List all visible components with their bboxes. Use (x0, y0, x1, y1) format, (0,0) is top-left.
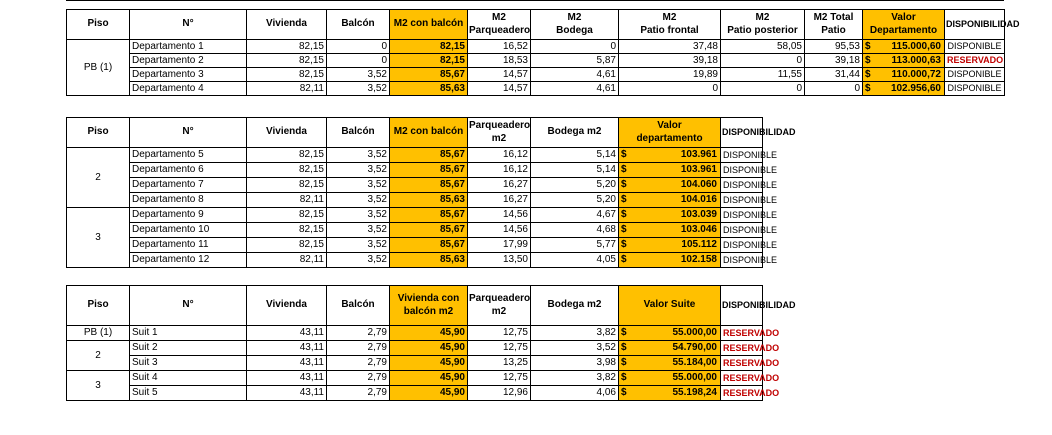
header-patio-posterior-l1: M2 (755, 12, 770, 23)
patio-frontal-cell: 0 (619, 82, 721, 96)
header-number: N° (130, 118, 247, 148)
patio-frontal-cell: 37,48 (619, 40, 721, 54)
balcon-cell: 2,79 (327, 386, 390, 401)
bodega-cell: 5,14 (531, 163, 619, 178)
parqueadero-cell: 16,27 (468, 178, 531, 193)
unit-name-cell: Departamento 5 (130, 148, 247, 163)
piso-cell: 2 (67, 341, 130, 371)
disponibilidad-cell (721, 371, 780, 386)
m2-balcon-cell: 85,67 (390, 238, 468, 253)
parqueadero-cell: 18,53 (468, 54, 531, 68)
header-parqueadero-l1: M2 (492, 12, 506, 23)
m2-balcon-cell: 85,63 (390, 82, 468, 96)
header-patio-posterior-l2: Patio posterior (727, 24, 798, 36)
vivienda-cell: 82,15 (247, 238, 327, 253)
m2-balcon-cell: 85,67 (390, 208, 468, 223)
bodega-cell: 0 (531, 40, 619, 54)
currency-symbol: $ (621, 164, 627, 175)
table1-header-row (67, 10, 1005, 40)
bodega-cell: 3,82 (531, 371, 619, 386)
table-row (67, 82, 1005, 96)
header-valor (863, 10, 945, 40)
valor-amount: 105.112 (681, 239, 717, 250)
status-badge: RESERVADO (947, 55, 1004, 65)
header-balcon: Balcón (327, 118, 390, 148)
header-patio-posterior (721, 10, 805, 40)
currency-symbol: $ (621, 387, 627, 398)
header-m2-balcon: M2 con balcón (390, 10, 468, 40)
header-vivienda-balcon-l1: Vivienda con (397, 293, 460, 304)
currency-symbol: $ (621, 327, 627, 338)
header-vivienda: Vivienda (247, 286, 327, 326)
m2-balcon-cell: 85,67 (390, 178, 468, 193)
m2-balcon-cell: 82,15 (390, 40, 468, 54)
valor-amount: 54.790,00 (672, 342, 717, 353)
unit-name-cell: Departamento 4 (130, 82, 247, 96)
header-parqueadero (468, 118, 531, 148)
parqueadero-cell: 16,12 (468, 163, 531, 178)
suites-table (66, 285, 796, 401)
valor-amount: 55.198,24 (672, 387, 717, 398)
parqueadero-cell: 12,96 (468, 386, 531, 401)
valor-amount: 55.184,00 (672, 357, 717, 368)
valor-cell (619, 326, 721, 341)
valor-cell (619, 193, 721, 208)
valor-cell (619, 208, 721, 223)
unit-name-cell: Suit 1 (130, 326, 247, 341)
table-row (67, 386, 763, 401)
vivienda-cell: 82,11 (247, 253, 327, 268)
unit-name-cell: Departamento 12 (130, 253, 247, 268)
balcon-cell: 2,79 (327, 341, 390, 356)
unit-name-cell: Suit 5 (130, 386, 247, 401)
disponibilidad-cell (721, 386, 780, 401)
m2-balcon-cell: 45,90 (390, 386, 468, 401)
total-patio-cell: 39,18 (805, 54, 863, 68)
valor-amount: 103.046 (680, 224, 717, 235)
currency-symbol: $ (621, 224, 627, 235)
m2-balcon-cell: 45,90 (390, 356, 468, 371)
patio-posterior-cell: 0 (721, 54, 805, 68)
parqueadero-cell: 12,75 (468, 371, 531, 386)
piso-cell: 3 (67, 208, 130, 268)
disponibilidad-cell (721, 193, 778, 208)
header-valor-l2: Departamento (869, 24, 938, 36)
vivienda-cell: 82,15 (247, 223, 327, 238)
patio-frontal-cell: 19,89 (619, 68, 721, 82)
vivienda-cell: 43,11 (247, 356, 327, 371)
header-valor-l1: Valor (891, 12, 916, 23)
status-badge: RESERVADO (723, 327, 780, 338)
m2-balcon-cell: 82,15 (390, 54, 468, 68)
vivienda-cell: 82,11 (247, 82, 327, 96)
parqueadero-cell: 14,57 (468, 68, 531, 82)
table-row (67, 253, 763, 268)
status-badge: DISPONIBLE (723, 164, 778, 175)
m2-balcon-cell: 45,90 (390, 326, 468, 341)
valor-cell (619, 238, 721, 253)
valor-amount: 113.000,63 (891, 54, 941, 66)
parqueadero-cell: 13,25 (468, 356, 531, 371)
header-bodega: Bodega m2 (531, 286, 619, 326)
table-row (67, 178, 763, 193)
m2-balcon-cell: 85,63 (390, 193, 468, 208)
m2-balcon-cell: 85,67 (390, 148, 468, 163)
patio-frontal-cell: 39,18 (619, 54, 721, 68)
header-number: N° (130, 10, 247, 40)
balcon-cell: 3,52 (327, 253, 390, 268)
header-patio-frontal (619, 10, 721, 40)
m2-balcon-cell: 85,67 (390, 68, 468, 82)
table-row (67, 356, 763, 371)
header-parqueadero-l2: m2 (491, 305, 507, 317)
header-bodega-l1: M2 (567, 12, 582, 23)
bodega-cell: 5,20 (531, 193, 619, 208)
header-piso: Piso (67, 10, 130, 40)
parqueadero-cell: 16,52 (468, 40, 531, 54)
vivienda-cell: 82,15 (247, 208, 327, 223)
parqueadero-cell: 14,57 (468, 82, 531, 96)
disponibilidad-cell (721, 148, 778, 163)
status-badge: DISPONIBLE (947, 41, 1002, 51)
status-badge: DISPONIBLE (723, 194, 778, 205)
patio-posterior-cell: 0 (721, 82, 805, 96)
status-badge: DISPONIBLE (723, 254, 778, 265)
table-row (67, 148, 763, 163)
header-valor-l2: departamento (636, 132, 703, 144)
vivienda-cell: 43,11 (247, 371, 327, 386)
disponibilidad-cell (721, 238, 778, 253)
header-disponibilidad: DISPONIBILIDAD (721, 118, 763, 148)
status-badge: DISPONIBLE (947, 69, 1002, 79)
balcon-cell: 3,52 (327, 178, 390, 193)
disponibilidad-cell (945, 68, 1005, 82)
bodega-cell: 4,68 (531, 223, 619, 238)
unit-name-cell: Departamento 11 (130, 238, 247, 253)
currency-symbol: $ (865, 82, 871, 94)
bodega-cell: 4,05 (531, 253, 619, 268)
balcon-cell: 3,52 (327, 68, 390, 82)
valor-cell (619, 386, 721, 401)
vivienda-cell: 82,15 (247, 148, 327, 163)
bodega-cell: 3,52 (531, 341, 619, 356)
unit-name-cell: Departamento 6 (130, 163, 247, 178)
parqueadero-cell: 14,56 (468, 223, 531, 238)
bodega-cell: 4,61 (531, 68, 619, 82)
currency-symbol: $ (621, 149, 627, 160)
currency-symbol: $ (621, 342, 627, 353)
table-row (67, 326, 763, 341)
header-valor (619, 118, 721, 148)
disponibilidad-cell (721, 208, 778, 223)
unit-name-cell: Departamento 8 (130, 193, 247, 208)
valor-cell (863, 68, 945, 82)
parqueadero-cell: 14,56 (468, 208, 531, 223)
parqueadero-cell: 16,27 (468, 193, 531, 208)
parqueadero-cell: 16,12 (468, 148, 531, 163)
header-bodega-l2: Bodega (556, 24, 593, 36)
unit-name-cell: Departamento 1 (130, 40, 247, 54)
balcon-cell: 0 (327, 40, 390, 54)
m2-balcon-cell: 85,67 (390, 223, 468, 238)
total-patio-cell: 31,44 (805, 68, 863, 82)
balcon-cell: 3,52 (327, 163, 390, 178)
valor-cell (863, 40, 945, 54)
status-badge: RESERVADO (723, 387, 780, 398)
disponibilidad-cell (945, 82, 1005, 96)
disponibilidad-cell (945, 54, 1005, 68)
vivienda-cell: 82,11 (247, 193, 327, 208)
valor-amount: 103.961 (680, 164, 717, 175)
bodega-cell: 4,67 (531, 208, 619, 223)
valor-cell (619, 356, 721, 371)
header-parqueadero-l1: Parqueadero (469, 293, 531, 304)
header-vivienda: Vivienda (247, 10, 327, 40)
parqueadero-cell: 12,75 (468, 341, 531, 356)
status-badge: DISPONIBLE (723, 209, 778, 220)
valor-cell (619, 178, 721, 193)
patio-posterior-cell: 11,55 (721, 68, 805, 82)
header-parqueadero-l2: Parqueadero (469, 24, 531, 36)
status-badge: DISPONIBLE (723, 149, 778, 160)
bodega-cell: 5,77 (531, 238, 619, 253)
balcon-cell: 2,79 (327, 326, 390, 341)
currency-symbol: $ (865, 40, 871, 52)
header-vivienda-balcon-l2: balcón m2 (403, 305, 454, 317)
currency-symbol: $ (621, 372, 627, 383)
parqueadero-cell: 17,99 (468, 238, 531, 253)
header-balcon: Balcón (327, 286, 390, 326)
piso-cell: PB (1) (67, 326, 130, 341)
balcon-cell: 3,52 (327, 148, 390, 163)
piso-cell: 2 (67, 148, 130, 208)
header-patio-frontal-l2: Patio frontal (640, 24, 699, 36)
status-badge: RESERVADO (723, 372, 780, 383)
header-piso: Piso (67, 118, 130, 148)
bodega-cell: 5,14 (531, 148, 619, 163)
status-badge: DISPONIBLE (723, 179, 778, 190)
disponibilidad-cell (721, 223, 778, 238)
valor-amount: 115.000,60 (891, 40, 941, 52)
patio-posterior-cell: 58,05 (721, 40, 805, 54)
valor-cell (619, 223, 721, 238)
valor-amount: 55.000,00 (672, 372, 717, 383)
unit-name-cell: Suit 3 (130, 356, 247, 371)
disponibilidad-cell (721, 253, 778, 268)
currency-symbol: $ (621, 194, 627, 205)
status-badge: RESERVADO (723, 342, 780, 353)
unit-name-cell: Departamento 3 (130, 68, 247, 82)
balcon-cell: 3,52 (327, 238, 390, 253)
status-badge: DISPONIBLE (947, 83, 1002, 93)
valor-amount: 104.016 (680, 194, 717, 205)
table-row (67, 223, 763, 238)
table-row (67, 238, 763, 253)
parqueadero-cell: 12,75 (468, 326, 531, 341)
table-row (67, 40, 1005, 54)
top-border (66, 0, 1004, 1)
bodega-cell: 5,20 (531, 178, 619, 193)
valor-cell (619, 341, 721, 356)
balcon-cell: 3,52 (327, 208, 390, 223)
valor-cell (863, 82, 945, 96)
m2-balcon-cell: 85,67 (390, 163, 468, 178)
valor-cell (619, 253, 721, 268)
valor-cell (619, 371, 721, 386)
header-disponibilidad: DISPONIBILIDAD (721, 286, 763, 326)
header-piso: Piso (67, 286, 130, 326)
valor-amount: 55.000,00 (672, 327, 717, 338)
disponibilidad-cell (721, 326, 780, 341)
table2-header-row (67, 118, 763, 148)
piso-cell: 3 (67, 371, 130, 401)
vivienda-cell: 43,11 (247, 326, 327, 341)
status-badge: RESERVADO (723, 357, 780, 368)
balcon-cell: 0 (327, 54, 390, 68)
table-row (67, 341, 763, 356)
bodega-cell: 3,98 (531, 356, 619, 371)
header-vivienda: Vivienda (247, 118, 327, 148)
balcon-cell: 3,52 (327, 82, 390, 96)
valor-amount: 102.956,60 (890, 82, 941, 94)
table-row (67, 54, 1005, 68)
header-patio-frontal-l1: M2 (662, 12, 677, 23)
disponibilidad-cell (945, 40, 1005, 54)
table-row (67, 193, 763, 208)
valor-cell (619, 163, 721, 178)
piso-cell: PB (1) (67, 40, 130, 96)
currency-symbol: $ (621, 209, 627, 220)
departments-pb-table (66, 9, 1020, 96)
total-patio-cell: 95,53 (805, 40, 863, 54)
unit-name-cell: Departamento 2 (130, 54, 247, 68)
vivienda-cell: 82,15 (247, 178, 327, 193)
currency-symbol: $ (621, 254, 627, 265)
unit-name-cell: Departamento 7 (130, 178, 247, 193)
valor-amount: 103.039 (680, 209, 717, 220)
table-row (67, 208, 763, 223)
disponibilidad-cell (721, 178, 778, 193)
balcon-cell: 3,52 (327, 193, 390, 208)
vivienda-cell: 82,15 (247, 163, 327, 178)
header-total-patio-l2: Patio (821, 24, 846, 36)
disponibilidad-cell (721, 356, 780, 371)
status-badge: DISPONIBLE (723, 239, 778, 250)
balcon-cell: 2,79 (327, 356, 390, 371)
header-m2-balcon: M2 con balcón (390, 118, 468, 148)
bodega-cell: 4,61 (531, 82, 619, 96)
header-parqueadero (468, 10, 531, 40)
header-bodega (531, 10, 619, 40)
header-parqueadero-l1: Parqueadero (469, 120, 531, 131)
valor-cell (619, 148, 721, 163)
header-bodega: Bodega m2 (531, 118, 619, 148)
valor-amount: 110.000,72 (891, 68, 941, 80)
header-parqueadero (468, 286, 531, 326)
currency-symbol: $ (621, 179, 627, 190)
m2-balcon-cell: 45,90 (390, 341, 468, 356)
table-row (67, 371, 763, 386)
header-balcon: Balcón (327, 10, 390, 40)
m2-balcon-cell: 45,90 (390, 371, 468, 386)
total-patio-cell: 0 (805, 82, 863, 96)
unit-name-cell: Suit 2 (130, 341, 247, 356)
header-total-patio (805, 10, 863, 40)
header-valor-suite: Valor Suite (619, 286, 721, 326)
unit-name-cell: Departamento 10 (130, 223, 247, 238)
disponibilidad-cell (721, 163, 778, 178)
valor-amount: 103.961 (680, 149, 717, 160)
currency-symbol: $ (865, 54, 871, 66)
header-parqueadero-l2: m2 (491, 132, 507, 144)
balcon-cell: 3,52 (327, 223, 390, 238)
table-row (67, 163, 763, 178)
currency-symbol: $ (865, 68, 871, 80)
header-vivienda-balcon (390, 286, 468, 326)
header-total-patio-l1: M2 Total (813, 12, 854, 23)
vivienda-cell: 82,15 (247, 68, 327, 82)
status-badge: DISPONIBLE (723, 224, 778, 235)
header-number: N° (130, 286, 247, 326)
currency-symbol: $ (621, 239, 627, 250)
departments-floor-2-3-table (66, 117, 796, 268)
valor-amount: 104.060 (680, 179, 717, 190)
header-valor-l1: Valor (657, 120, 682, 131)
valor-amount: 102.158 (680, 254, 717, 265)
balcon-cell: 2,79 (327, 371, 390, 386)
bodega-cell: 4,06 (531, 386, 619, 401)
unit-name-cell: Departamento 9 (130, 208, 247, 223)
parqueadero-cell: 13,50 (468, 253, 531, 268)
bodega-cell: 5,87 (531, 54, 619, 68)
unit-name-cell: Suit 4 (130, 371, 247, 386)
m2-balcon-cell: 85,63 (390, 253, 468, 268)
vivienda-cell: 43,11 (247, 386, 327, 401)
vivienda-cell: 82,15 (247, 40, 327, 54)
bodega-cell: 3,82 (531, 326, 619, 341)
table-row (67, 68, 1005, 82)
currency-symbol: $ (621, 357, 627, 368)
table3-header-row (67, 286, 763, 326)
valor-cell (863, 54, 945, 68)
disponibilidad-cell (721, 341, 780, 356)
vivienda-cell: 82,15 (247, 54, 327, 68)
vivienda-cell: 43,11 (247, 341, 327, 356)
header-disponibilidad: DISPONIBILIDAD (945, 10, 1005, 40)
